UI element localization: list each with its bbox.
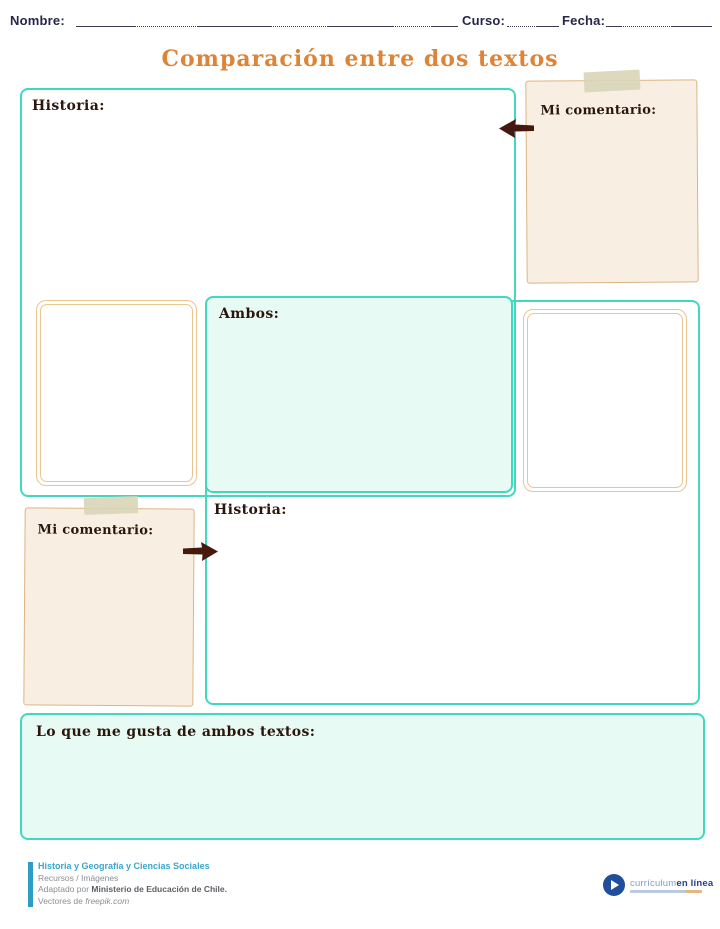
- nombre-line[interactable]: [76, 12, 458, 27]
- footer-accent-bar: [28, 862, 33, 907]
- nombre-label: Nombre:: [10, 13, 65, 28]
- footer-subject: Historia y Geografía y Ciencias Sociales: [38, 861, 210, 871]
- footer-resources: Recursos / Imágenes: [38, 872, 119, 883]
- arrow-right-icon: [183, 540, 218, 563]
- footer-credits: [38, 861, 227, 907]
- comment-note-right[interactable]: [525, 79, 698, 283]
- page-title: Comparación entre dos textos: [161, 46, 559, 72]
- historia-top-label: Historia:: [32, 98, 105, 114]
- arrow-left-icon: [499, 117, 534, 140]
- play-icon: [603, 874, 625, 896]
- curso-line[interactable]: [507, 12, 559, 27]
- image-frame-left[interactable]: [36, 300, 197, 486]
- tape-icon: [584, 70, 641, 93]
- ambos-box[interactable]: [205, 296, 513, 493]
- curso-label: Curso:: [462, 13, 506, 28]
- tape-icon: [84, 496, 139, 515]
- comment-note-left-label: Mi comentario:: [37, 522, 154, 539]
- comment-note-left[interactable]: [23, 507, 194, 706]
- comment-note-right-label: Mi comentario:: [540, 102, 657, 119]
- fecha-label: Fecha:: [562, 13, 606, 28]
- footer-vectors: Vectores de freepik.com: [38, 895, 130, 906]
- footer-adapted: Adaptado por Ministerio de Educación de Chile.: [38, 884, 227, 894]
- historia-bottom-label: Historia:: [214, 502, 287, 518]
- image-frame-right[interactable]: [523, 309, 687, 492]
- ambos-label: Ambos:: [219, 306, 280, 322]
- gusta-label: Lo que me gusta de ambos textos:: [36, 724, 316, 740]
- logo-tagline: [630, 890, 702, 893]
- curriculum-en-linea-logo: [603, 874, 713, 896]
- fecha-line[interactable]: [606, 12, 712, 27]
- logo-text: currículumen línea: [630, 877, 714, 889]
